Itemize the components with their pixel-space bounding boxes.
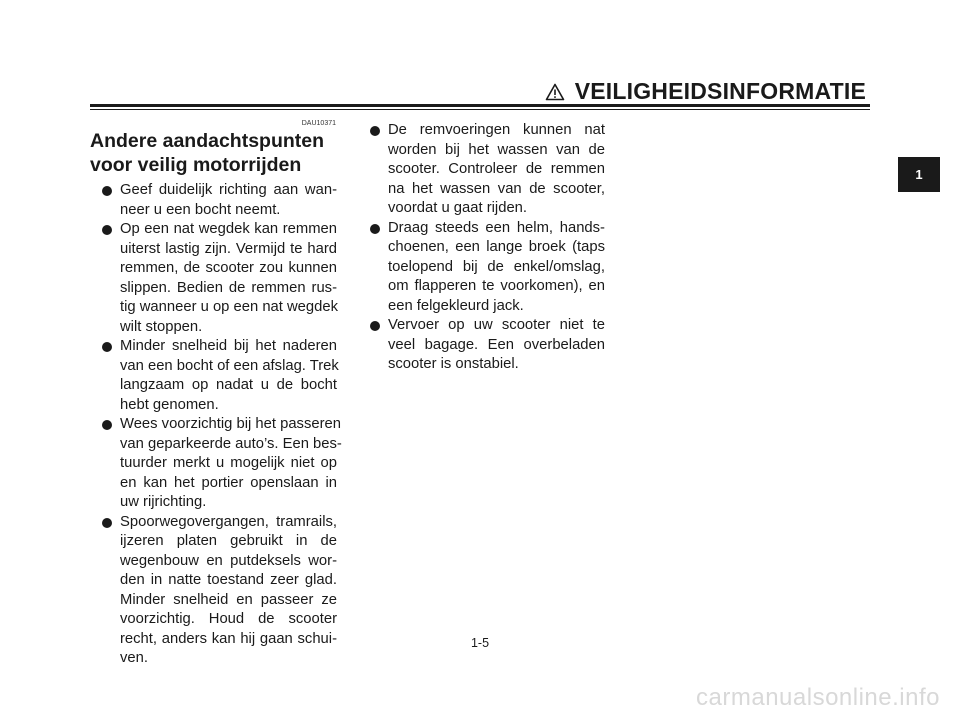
bullet-item [100,513,337,669]
bullet-text-line: veel bagage. Een overbeladen [388,336,605,353]
bullet-text-line: voorzichtig. Houd de scooter [120,611,337,627]
page-number: 1-5 [470,636,490,650]
bullet-text-line: wegenbouw en putdeksels wor- [120,552,337,569]
bullet-item [100,337,337,415]
bullet-item [100,181,337,220]
bullet-dot-icon [102,342,112,352]
bullet-text-line: Minder snelheid en passeer ze [120,591,337,608]
section-code: DAU10371 [301,120,336,127]
header-title-text: VEILIGHEIDSINFORMATIE [574,78,866,104]
bullet-dot-icon [370,126,380,136]
chapter-tab: 1 [898,157,940,192]
bullet-text-line: scooter is onstabiel. [388,356,519,372]
bullet-text-line: van geparkeerde auto’s. Een bes- [120,435,342,452]
bullet-dot-icon [370,321,380,331]
bullet-text-line: ven. [120,650,148,666]
bullet-text-line: Minder snelheid bij het naderen [120,338,337,354]
bullet-text-line: worden bij het wassen van de [388,141,605,158]
bullet-text-line: een felgekleurd jack. [388,297,524,314]
header-rule-thin [90,109,870,110]
section-title-line: Andere aandachtspunten [90,130,325,152]
right-column [368,121,605,375]
bullet-text-line: tuurder merkt u mogelijk niet op [120,455,337,471]
bullet-text-line: Draag steeds een helm, hands- [388,219,605,236]
bullet-item [368,219,605,317]
bullet-text-line: choenen, een lange broek (taps [388,239,605,255]
bullet-text-line: wilt stoppen. [120,318,203,335]
section-title [90,129,350,177]
bullet-dot-icon [102,518,112,528]
bullet-item [368,316,605,375]
watermark: carmanualsonline.info [696,684,940,711]
bullet-text-line: scooter. Controleer de remmen [388,161,605,177]
header-title [545,78,866,105]
bullet-text-line: en kan het portier openslaan in [120,474,337,491]
bullet-item [100,415,342,513]
bullet-text-line: uw rijrichting. [120,494,207,510]
bullet-text-line: Wees voorzichtig bij het passeren [120,416,341,432]
bullet-text-line: Spoorwegovergangen, tramrails, [120,513,337,530]
header-rule-thick [90,104,870,107]
bullet-text-line: langzaam op nadat u de bocht [120,377,337,393]
bullet-text-line: uiterst lastig zijn. Vermijd te hard [120,240,337,257]
bullet-text-line: tig wanneer u op een nat wegdek [120,299,339,315]
bullet-text-line: van een bocht of een afslag. Trek [120,357,339,374]
bullet-dot-icon [370,224,380,234]
bullet-text-line: voordat u gaat rijden. [388,200,528,216]
bullet-text-line: na het wassen van de scooter, [388,180,605,197]
bullet-text-line: om flapperen te voorkomen), en [388,278,605,294]
bullet-dot-icon [102,225,112,235]
bullet-text-line: Geef duidelijk richting aan wan- [120,182,337,198]
bullet-text-line: remmen, de scooter zou kunnen [120,260,337,276]
bullet-text-line: Vervoer op uw scooter niet te [388,317,605,333]
bullet-text-line: den in natte toestand zeer glad. [120,572,337,588]
bullet-text-line: hebt genomen. [120,396,219,413]
left-column [100,181,342,669]
bullet-text-line: slippen. Bedien de remmen rus- [120,279,337,296]
bullet-text-line: toelopend bij de enkel/omslag, [388,258,605,275]
bullet-item [100,220,337,337]
warning-triangle-icon [545,83,565,101]
section-title-line: voor veilig motorrijden [90,154,302,176]
bullet-text-line: neer u een bocht neemt. [120,201,281,218]
bullet-text-line: recht, anders kan hij gaan schui- [120,630,337,647]
bullet-text-line: ijzeren platen gebruikt in de [120,533,337,549]
bullet-text-line: Op een nat wegdek kan remmen [120,221,337,237]
bullet-dot-icon [102,420,112,430]
bullet-item [368,121,605,219]
bullet-dot-icon [102,186,112,196]
bullet-text-line: De remvoeringen kunnen nat [388,122,605,138]
